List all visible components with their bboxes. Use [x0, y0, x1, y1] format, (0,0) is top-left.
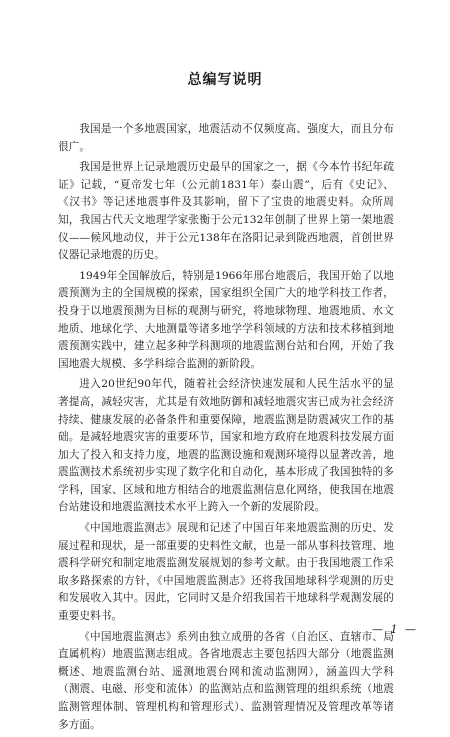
body-text [58, 121, 394, 737]
paragraph: 我国是一个多地震国家，地震活动不仅频度高、强度大，而且分布很广。 [58, 123, 394, 153]
paragraph: 1949年全国解放后，特别是1966年邢台地震后，我国开始了以地震预测为主的全国规模的探索，国家组织全国广大的地学科技工作者，投身于以地震预测为目标的观测与研究，将地球物理、地震地质、水文地质、地球化学、大地测量等诸多地学学科领域的方法和技术移植到地震预测实践中，建立起多种学科测项的地震监测台站和台网，开始了我国地震大规模、多学科综合监测的新阶段。 [58, 269, 394, 370]
paragraph: 我国是世界上记录地震历史最早的国家之一，据《今本竹书纪年疏证》记载，“夏帝发七年（公元前1831年）泰山震”，后有《史记》、《汉书》等记述地震事件及其影响，留下了宝贵的地震史料。众所周知，我国古代天文地理学家张衡于公元132年创制了世界上第一架地震仪——候风地动仪，并于公元138年在洛阳记录到陇西地震，首创世界仪器记录地震的历史。 [58, 161, 394, 262]
paragraph: 《中国地震监测志》系列由独立成册的各省（自治区、直辖市、局直属机构）地震监测志组成。各省地震志主要包括四大部分（地震监测概述、地震监测台站、遥测地震台网和流动监测网），涵盖四大学科（测震、电磁、形变和流体）的监测站点和监测管理的组织系统（地震监测管理体制、管理机构和管理形式）、监测管理情况及管理改革等诸多方面。 [58, 630, 394, 731]
paragraph: 进入20世纪90年代，随着社会经济快速发展和人民生活水平的显著提高，减轻灾害，尤其是有效地防御和减轻地震灾害已成为社会经济持续、健康发展的必备条件和重要保障，地震监测是防震减灾工作的基础。是减轻地震灾害的重要环节，国家和地方政府在地震科技发展方面加大了投入和支持力度，地震的监测设施和观测环境得以显著改善，地震监测技术系统初步实现了数字化和自动化，基本形成了我国独特的多学科，国家、区域和地方相结合的地震监测信息化网络，使我国在地震台站建设和地震监测技术水平上跨入一个新的发展阶段。 [58, 378, 394, 514]
paragraph: 《中国地震监测志》展现和记述了中国百年来地震监测的历史、发展过程和现状，是一部重要的史料性文献，也是一部从事科技管理、地震科学研究和制定地震监测发展规划的参考文献。由于我国地震工作采取多路探索的方针，《中国地震监测志》还将我国地球科学观测的历史和发展收入其中。因此，它同时又是介绍我国若干地球科学观测发展的重要史料书。 [58, 522, 394, 623]
page-title: 总编写说明 [187, 72, 263, 88]
page-number: — 1 — [372, 623, 418, 636]
